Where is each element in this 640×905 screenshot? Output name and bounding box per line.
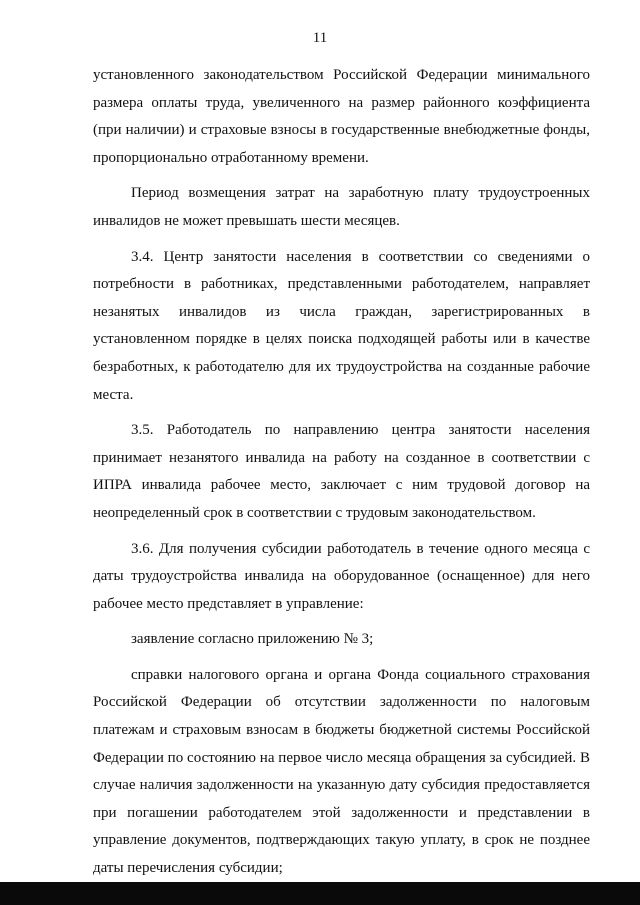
- paragraph-3-6: 3.6. Для получения субсидии работодатель в течение одного месяца с даты трудоустройства инвалида на оборудованное (оснащенное) для него рабочее место представляет в управление:: [93, 540, 590, 612]
- scan-edge-bar: [0, 882, 640, 905]
- page-number: 11: [312, 30, 328, 46]
- paragraph-3-4: 3.4. Центр занятости населения в соответствии со сведениями о потребности в работниках, представленными работодателем, направляет незанятых инвалидов из числа граждан, зарегистрированных в установленном порядке в целях поиска подходящей работы или в качестве безработных, к работодателю для их трудоустройства на созданные рабочие места.: [93, 248, 590, 403]
- list-item-application: заявление согласно приложению № 3;: [131, 631, 374, 648]
- document-body: [93, 62, 590, 891]
- paragraph-3-5: 3.5. Работодатель по направлению центра занятости населения принимает незанятого инвалида на работу на созданное в соответствии с ИПРА инвалида рабочее место, заключает с ним трудовой договор на неопределенный срок в соответствии с трудовым законодательством.: [93, 422, 590, 521]
- paragraph-reimbursement-period: Период возмещения затрат на заработную плату трудоустроенных инвалидов не может превышать шести месяцев.: [93, 185, 590, 229]
- paragraph-continuation: установленного законодательством Российской Федерации минимального размера оплаты труда, увеличенного на размер районного коэффициента (при наличии) и страховые взносы в государственные внебюджетные фонды, пропорционально отработанному времени.: [93, 67, 590, 166]
- list-item-certificates: справки налогового органа и органа Фонда социального страхования Российской Федерации об отсутствии задолженности по налоговым платежам и страховым взносам в бюджеты бюджетной системы Российской Федерации по состоянию на первое число месяца обращения за субсидией. В случае наличия задолженности на указанную дату субсидия предоставляется при погашении работодателем этой задолженности и представлении в управление документов, подтверждающих такую уплату, в срок не позднее даты перечисления субсидии;: [93, 666, 590, 877]
